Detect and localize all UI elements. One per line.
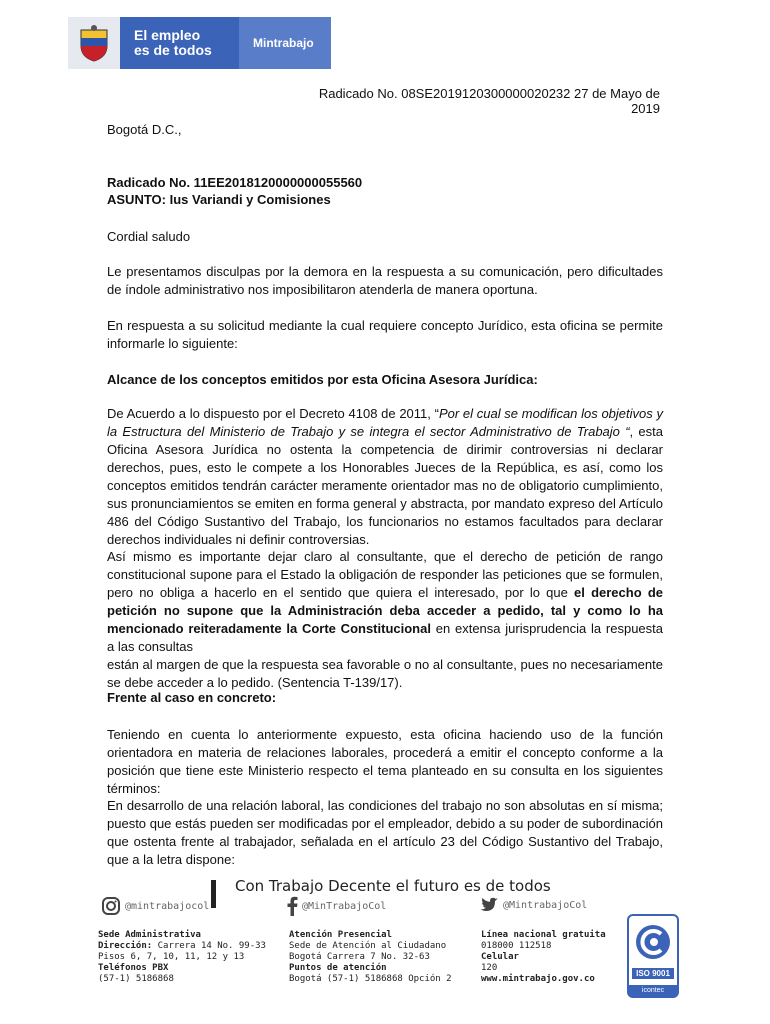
header-logo — [68, 17, 331, 69]
telefonos-label: Teléfonos PBX — [98, 963, 169, 973]
twitter-icon — [479, 896, 499, 914]
p3-c: , esta Oficina Asesora Jurídica no ostenta la competencia de dirimir controversias ni declarar derechos, pues, esto le compete a los Honorables Jueces de la República, es así, como los conceptos emitidos tendrán carácter meramente orientador mas no de obligatorio cumplimiento, sus pronunciamientos se emiten en forma general y abstracta, por mandato expreso del Artículo 486 del Código Sustantivo del Trabajo, los funcionarios no estamos facultados para declarar derechos individuales ni definir controversias. — [107, 424, 664, 547]
paragraph-2: En respuesta a su solicitud mediante la cual requiere concepto Jurídico, esta oficina se permite informarle lo siguiente: — [107, 318, 663, 351]
iso-label: ISO 9001 — [632, 968, 674, 979]
footer-sede-administrativa — [98, 930, 266, 985]
footer-divider — [211, 880, 216, 908]
instagram-handle: @mintrabajocol — [125, 900, 210, 912]
facebook-handle: @MinTrabajoCol — [302, 900, 387, 912]
p3-decree-title: Por el cual se modifican los objetivos y la Estructura del Ministerio de Trabajo y se integra el sector Administrativo de Trabajo “ — [107, 406, 663, 439]
radicado-top: Radicado No. 08SE2019120300000020232 27 de Mayo de 2019 — [318, 86, 660, 116]
radicado-ref: Radicado No. 11EE2018120000000055560 — [107, 175, 363, 190]
heading-alcance: Alcance de los conceptos emitidos por esta Oficina Asesora Jurídica: — [107, 372, 538, 387]
twitter-link[interactable] — [479, 896, 587, 914]
paragraph-4 — [107, 548, 663, 692]
slogan-line1: El empleo — [134, 27, 201, 43]
atencion-line1: Sede de Atención al Ciudadano — [289, 941, 447, 951]
twitter-handle: @MintrabajoCol — [503, 899, 588, 911]
facebook-icon — [286, 896, 298, 916]
footer-linea-nacional — [481, 930, 606, 985]
brand-name: Mintrabajo — [253, 36, 314, 50]
celular-label: Celular — [481, 952, 519, 962]
city: Bogotá D.C., — [107, 122, 182, 137]
heading-caso: Frente al caso en concreto: — [107, 690, 277, 705]
asunto: ASUNTO: Ius Variandi y Comisiones — [107, 192, 331, 207]
slogan-line2: es de todos — [134, 42, 212, 58]
celular-number: 120 — [481, 963, 498, 973]
sede-title: Sede Administrativa — [98, 930, 201, 940]
p3-a: De Acuerdo a lo dispuesto por el Decreto 4108 de 2011, “ — [107, 406, 439, 421]
footer-atencion-presencial — [289, 930, 452, 985]
coat-of-arms-icon — [68, 17, 120, 69]
slogan-logo — [120, 17, 239, 69]
website-link[interactable]: www.mintrabajo.gov.co — [481, 974, 595, 984]
greeting: Cordial saludo — [107, 229, 191, 244]
instagram-icon — [101, 896, 121, 916]
telefonos-value: (57-1) 5186868 — [98, 974, 174, 984]
atencion-line3: Bogotá (57-1) 5186868 Opción 2 — [289, 974, 452, 984]
icontec-logo-icon — [633, 922, 673, 962]
pisos: Pisos 6, 7, 10, 11, 12 y 13 — [98, 952, 245, 962]
linea-title: Línea nacional gratuita — [481, 930, 606, 940]
paragraph-3 — [107, 405, 663, 549]
p4-a: Así mismo es importante dejar claro al consultante, que el derecho de petición de rango constitucional supone para el Estado la obligación de responder las peticiones que se formulen, pero no obliga a hacerlo en el sentido que quiera el interesado, por lo que — [107, 549, 663, 600]
linea-number: 018000 112518 — [481, 941, 552, 951]
facebook-link[interactable] — [286, 896, 386, 916]
paragraph-1: Le presentamos disculpas por la demora en la respuesta a su comunicación, pero dificultades de índole administrativo nos imposibilitaron atenderla de manera oportuna. — [107, 264, 663, 297]
p4-d: están al margen de que la respuesta sea favorable o no al consultante, pues no necesariamente se debe acceder a lo pedido. (Sentencia T-139/17). — [107, 657, 663, 690]
atencion-title: Atención Presencial — [289, 930, 392, 940]
icontec-label: icontec — [629, 985, 677, 996]
atencion-line2: Bogotá Carrera 7 No. 32-63 — [289, 952, 430, 962]
paragraph-6: En desarrollo de una relación laboral, las condiciones del trabajo no son absolutas en sí misma; puesto que estás pueden ser modificadas por el empleador, debido a su poder de subordinación que ostenta frente al trabajador, señalada en el artículo 23 del Código Sustantivo del Trabajo, que a la letra dispone: — [107, 798, 663, 867]
direccion-value: Carrera 14 No. 99-33 — [152, 941, 266, 951]
icontec-certification-badge — [627, 914, 679, 998]
direccion-label: Dirección: — [98, 941, 153, 951]
puntos-label: Puntos de atención — [289, 963, 387, 973]
instagram-link[interactable] — [101, 896, 209, 916]
p4-c: en extensa jurisprudencia la respuesta a las consultas — [107, 621, 663, 654]
p4-bold: el derecho de petición no supone que la Administración deba acceder a pedido, tal y como lo ha mencionado reiteradamente la Corte Constitucional — [107, 585, 663, 636]
footer-slogan: Con Trabajo Decente el futuro es de todos — [235, 877, 551, 895]
brand-logo — [239, 17, 331, 69]
paragraph-5: Teniendo en cuenta lo anteriormente expuesto, esta oficina haciendo uso de la función orientadora en materia de relaciones laborales, procederá a emitir el concepto conforme a la posición que tiene este Ministerio respecto el tema planteado en su consulta en los siguientes términos: — [107, 727, 663, 796]
